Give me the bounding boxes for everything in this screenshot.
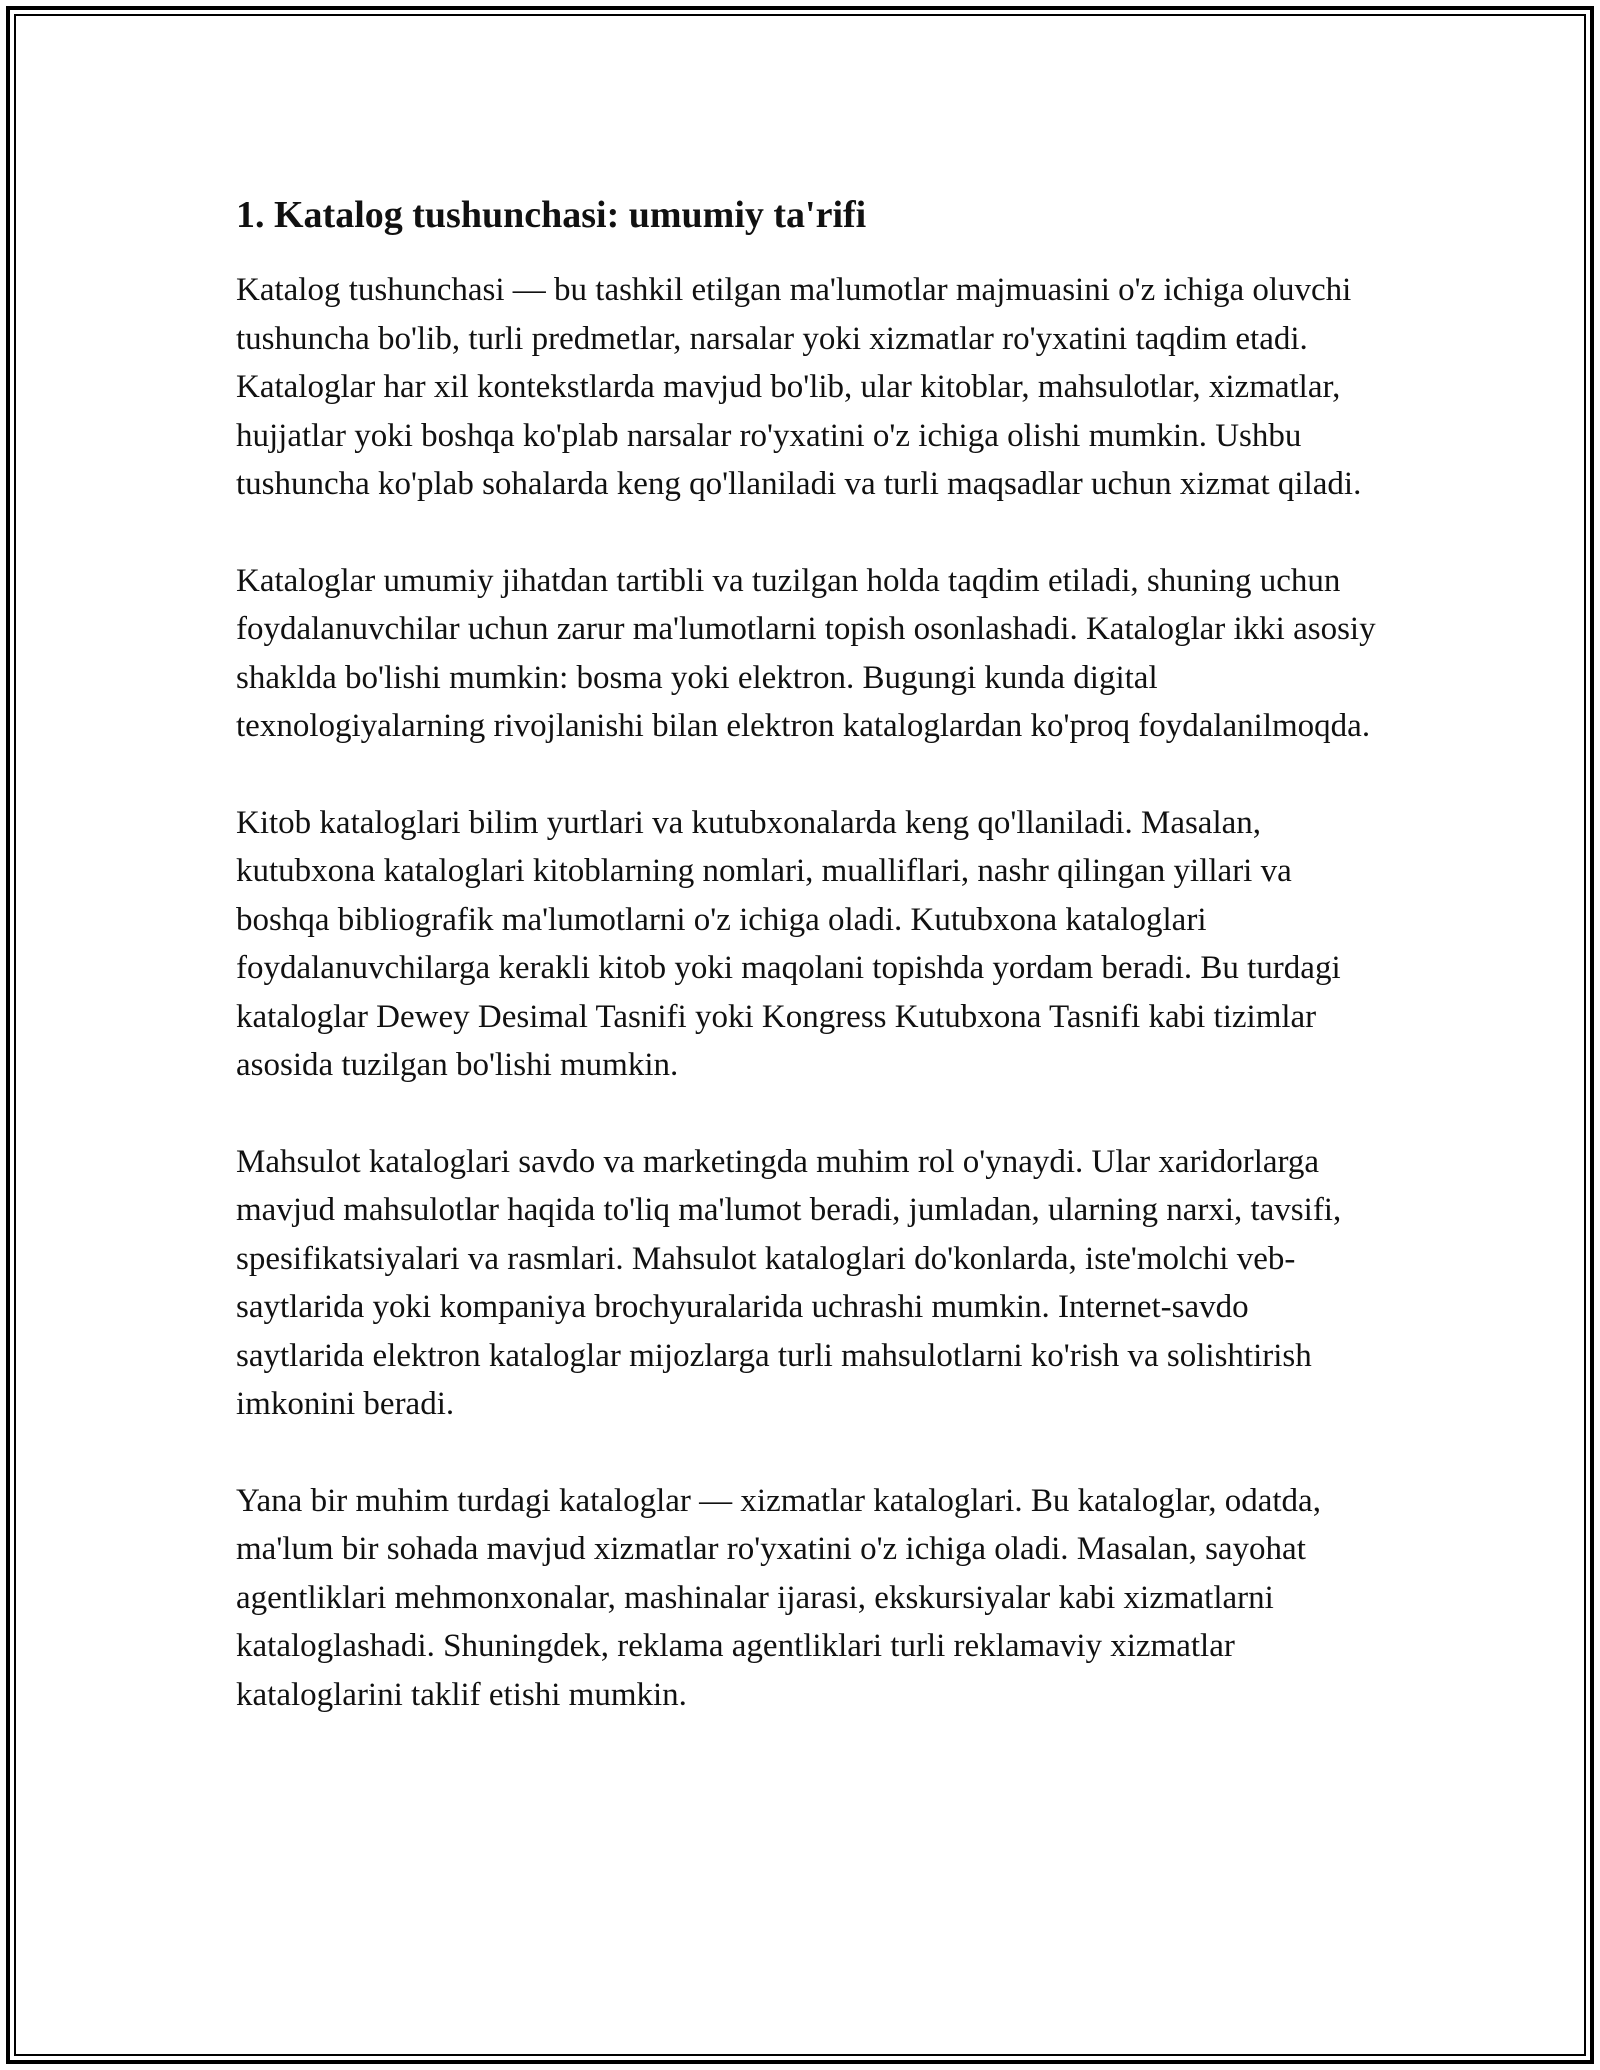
paragraph-book-catalogs: Kitob kataloglari bilim yurtlari va kutubxonalarda keng qo'llaniladi. Masalan, kutubxona kataloglari kitoblarning nomlari, mualliflari, nashr qilingan yillari va boshqa bibliografik ma'lumotlarni o'z ichiga oladi. Kutubxona kataloglari foydalanuvchilarga kerakli kitob yoki maqolani topishda yordam beradi. Bu turdagi kataloglar Dewey Desimal Tasnifi yoki Kongress Kutubxona Tasnifi kabi tizimlar asosida tuzilgan bo'lishi mumkin. (236, 804, 1341, 1083)
paragraph-formats: Kataloglar umumiy jihatdan tartibli va tuzilgan holda taqdim etiladi, shuning uchun foydalanuvchilar uchun zarur ma'lumotlarni topish osonlashadi. Kataloglar ikki asosiy shaklda bo'lishi mumkin: bosma yoki elektron. Bugungi kunda digital texnologiyalarning rivojlanishi bilan elektron kataloglardan ko'proq foydalanilmoqda. (236, 562, 1376, 744)
document-body (236, 186, 1376, 1767)
paragraph-service-catalogs: Yana bir muhim turdagi kataloglar — xizmatlar kataloglari. Bu kataloglar, odatda, ma'lum bir sohada mavjud xizmatlar ro'yxatini o'z ichiga oladi. Masalan, sayohat agentliklari mehmonxonalar, mashinalar ijarasi, ekskursiyalar kabi xizmatlarni kataloglashadi. Shuningdek, reklama agentliklari turli reklamaviy xizmatlar kataloglarini taklif etishi mumkin. (236, 1482, 1321, 1713)
section-title: 1. Katalog tushunchasi: umumiy ta'rifi (236, 194, 867, 236)
paragraph-product-catalogs: Mahsulot kataloglari savdo va marketingda muhim rol o'ynaydi. Ular xaridorlarga mavjud mahsulotlar haqida to'liq ma'lumot beradi, jumladan, ularning narxi, tavsifi, spesifikatsiyalari va rasmlari. Mahsulot kataloglari do'konlarda, iste'molchi veb-saytlarida yoki kompaniya brochyuralarida uchrashi mumkin. Internet-savdo saytlarida elektron kataloglar mijozlarga turli mahsulotlarni ko'rish va solishtirish imkonini beradi. (236, 1143, 1342, 1422)
paragraph-definition: Katalog tushunchasi — bu tashkil etilgan ma'lumotlar majmuasini o'z ichiga oluvchi tushuncha bo'lib, turli predmetlar, narsalar yoki xizmatlar ro'yxatini taqdim etadi. Kataloglar har xil kontekstlarda mavjud bo'lib, ular kitoblar, mahsulotlar, xizmatlar, hujjatlar yoki boshqa ko'plab narsalar ro'yxatini o'z ichiga olishi mumkin. Ushbu tushuncha ko'plab sohalarda keng qo'llaniladi va turli maqsadlar uchun xizmat qiladi. (236, 272, 1362, 502)
